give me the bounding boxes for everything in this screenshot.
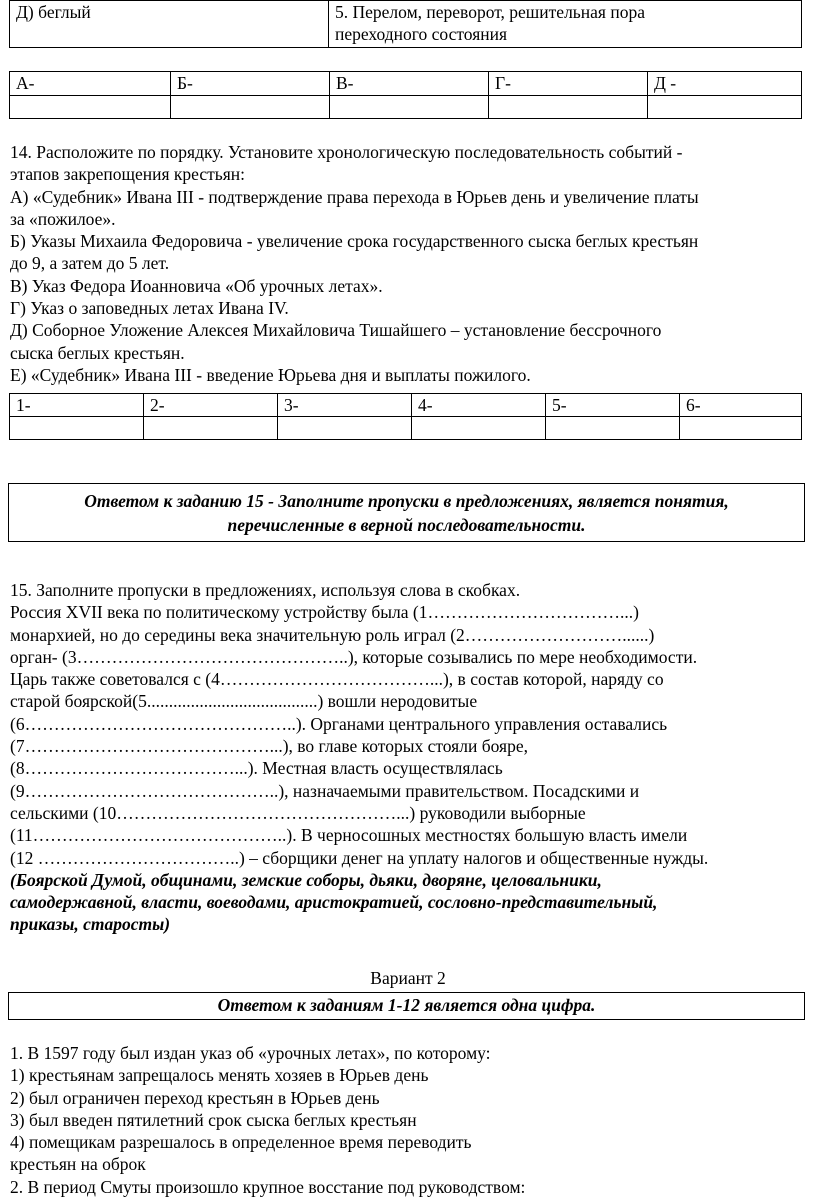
q15-line: орган- (3………………………………………..), которые созывались по мере необходимости. (10, 646, 698, 667)
answer-cell-a[interactable] (10, 96, 171, 119)
q1-line: 1. В 1597 году был издан указ об «урочных летах», по которому: (10, 1043, 491, 1063)
q14-line: до 9, а затем до 5 лет. (10, 253, 170, 274)
answer-cell-2[interactable] (144, 417, 278, 440)
answer-cell-5[interactable] (546, 417, 680, 440)
task-1-12-instruction-text: Ответом к заданиям 1-12 является одна цифра. (217, 995, 596, 1015)
q14-line: А) «Судебник» Ивана III - подтверждение права перехода в Юрьев день и увеличение платы (10, 186, 699, 207)
task-15-instruction-box (8, 483, 805, 542)
q14-line: Б) Указы Михаила Федоровича - увеличение срока государственного сыска беглых крестьян (10, 231, 699, 252)
q1-option-line: 4) помещикам разрешалось в определенное время переводить (10, 1132, 472, 1153)
answer-cell-3[interactable] (278, 417, 412, 440)
q2-line: 2. В период Смуты произошло крупное восстание под руководством: (10, 1176, 526, 1197)
task-1-12-instruction-box (8, 992, 805, 1020)
q14-line: В) Указ Федора Иоанновича «Об урочных летах». (10, 275, 383, 296)
top-table-left-cell (10, 1, 329, 48)
q15-line: 15. Заполните пропуски в предложениях, используя слова в скобках. (10, 580, 521, 600)
q15-line: сельскими (10…………………………………………...) руководили выборные (10, 802, 586, 823)
q14-line: Д) Соборное Уложение Алексея Михайловича Тишайшего – установление бессрочного (10, 320, 662, 341)
answer-cell-4[interactable] (412, 417, 546, 440)
task-15-instruction-line-2: перечисленные в верной последовательности. (227, 515, 586, 535)
answer-header-d: Д - (648, 72, 802, 96)
top-table-right-line-1: 5. Перелом, переворот, решительная пора (335, 2, 645, 22)
q15-options-line: самодержавной, власти, воеводами, аристократией, сословно-представительный, (10, 892, 658, 913)
variant-heading: Вариант 2 (370, 968, 446, 988)
top-table-right-line-2: переходного состояния (335, 24, 508, 44)
q15-line: (9……………………………………..), назначаемыми правительством. Посадскими и (10, 780, 640, 801)
answer-cell-g[interactable] (489, 96, 648, 119)
question-14 (10, 141, 810, 386)
answer-table-2 (9, 393, 802, 440)
answer-header-v: В- (330, 72, 489, 96)
answer-header-2: 2- (144, 394, 278, 417)
answer-cell-v[interactable] (330, 96, 489, 119)
q14-line: 14. Расположите по порядку. Установите хронологическую последовательность событий - (10, 142, 683, 162)
answer-cell-d[interactable] (648, 96, 802, 119)
q1-option-line: 3) был введен пятилетний срок сыска беглых крестьян (10, 1109, 417, 1130)
q14-line: за «пожилое». (10, 208, 116, 229)
top-table-left-text: Д) беглый (16, 2, 91, 22)
top-table (9, 0, 802, 48)
task-15-instruction-line-1: Ответом к заданию 15 - Заполните пропуски в предложениях, является понятия, (84, 491, 729, 511)
answer-header-6: 6- (680, 394, 802, 417)
q15-line: Россия XVII века по политическому устройству была (1……………………………...) (10, 602, 639, 623)
q14-line: Г) Указ о заповедных летах Ивана IV. (10, 298, 289, 319)
answer-cell-b[interactable] (171, 96, 330, 119)
q14-line: сыска беглых крестьян. (10, 342, 185, 363)
q15-line: (11……………………………………..). В черносошных местностях большую власть имели (10, 825, 688, 846)
answer-header-b: Б- (171, 72, 330, 96)
answer-cell-1[interactable] (10, 417, 144, 440)
q15-line: монархией, но до середины века значительную роль играл (2………………………......) (10, 624, 655, 645)
q15-line: (12 ……………………………..) – сборщики денег на уплату налогов и общественные нужды. (10, 847, 709, 868)
question-1 (10, 1042, 810, 1198)
q15-line: (8………………………………...). Местная власть осуществлялась (10, 758, 503, 779)
q15-line: Царь также советовался с (4………………………………...), в состав которой, наряду со (10, 669, 664, 690)
answer-header-a: А- (10, 72, 171, 96)
answer-table-1 (9, 71, 802, 119)
q1-option-line: крестьян на оброк (10, 1154, 146, 1175)
top-table-right-cell (329, 1, 802, 48)
answer-header-g: Г- (489, 72, 648, 96)
answer-header-1: 1- (10, 394, 144, 417)
q14-line: этапов закрепощения крестьян: (10, 164, 246, 185)
answer-header-5: 5- (546, 394, 680, 417)
q15-line: старой боярской(5.......................................) вошли неродовитые (10, 691, 478, 712)
q15-options-line: (Боярской Думой, общинами, земские соборы, дьяки, дворяне, целовальники, (10, 869, 602, 890)
q15-options-line: приказы, старосты) (10, 914, 171, 935)
q1-option-line: 1) крестьянам запрещалось менять хозяев в Юрьев день (10, 1065, 429, 1086)
q15-line: (6………………………………………..). Органами центрального управления оставались (10, 713, 668, 734)
answer-cell-6[interactable] (680, 417, 802, 440)
q1-option-line: 2) был ограничен переход крестьян в Юрьев день (10, 1087, 380, 1108)
answer-header-4: 4- (412, 394, 546, 417)
q15-line: (7……………………………………...), во главе которых стояли бояре, (10, 736, 528, 757)
question-15 (10, 579, 810, 936)
q14-line: Е) «Судебник» Ивана III - введение Юрьева дня и выплаты пожилого. (10, 364, 531, 385)
answer-header-3: 3- (278, 394, 412, 417)
